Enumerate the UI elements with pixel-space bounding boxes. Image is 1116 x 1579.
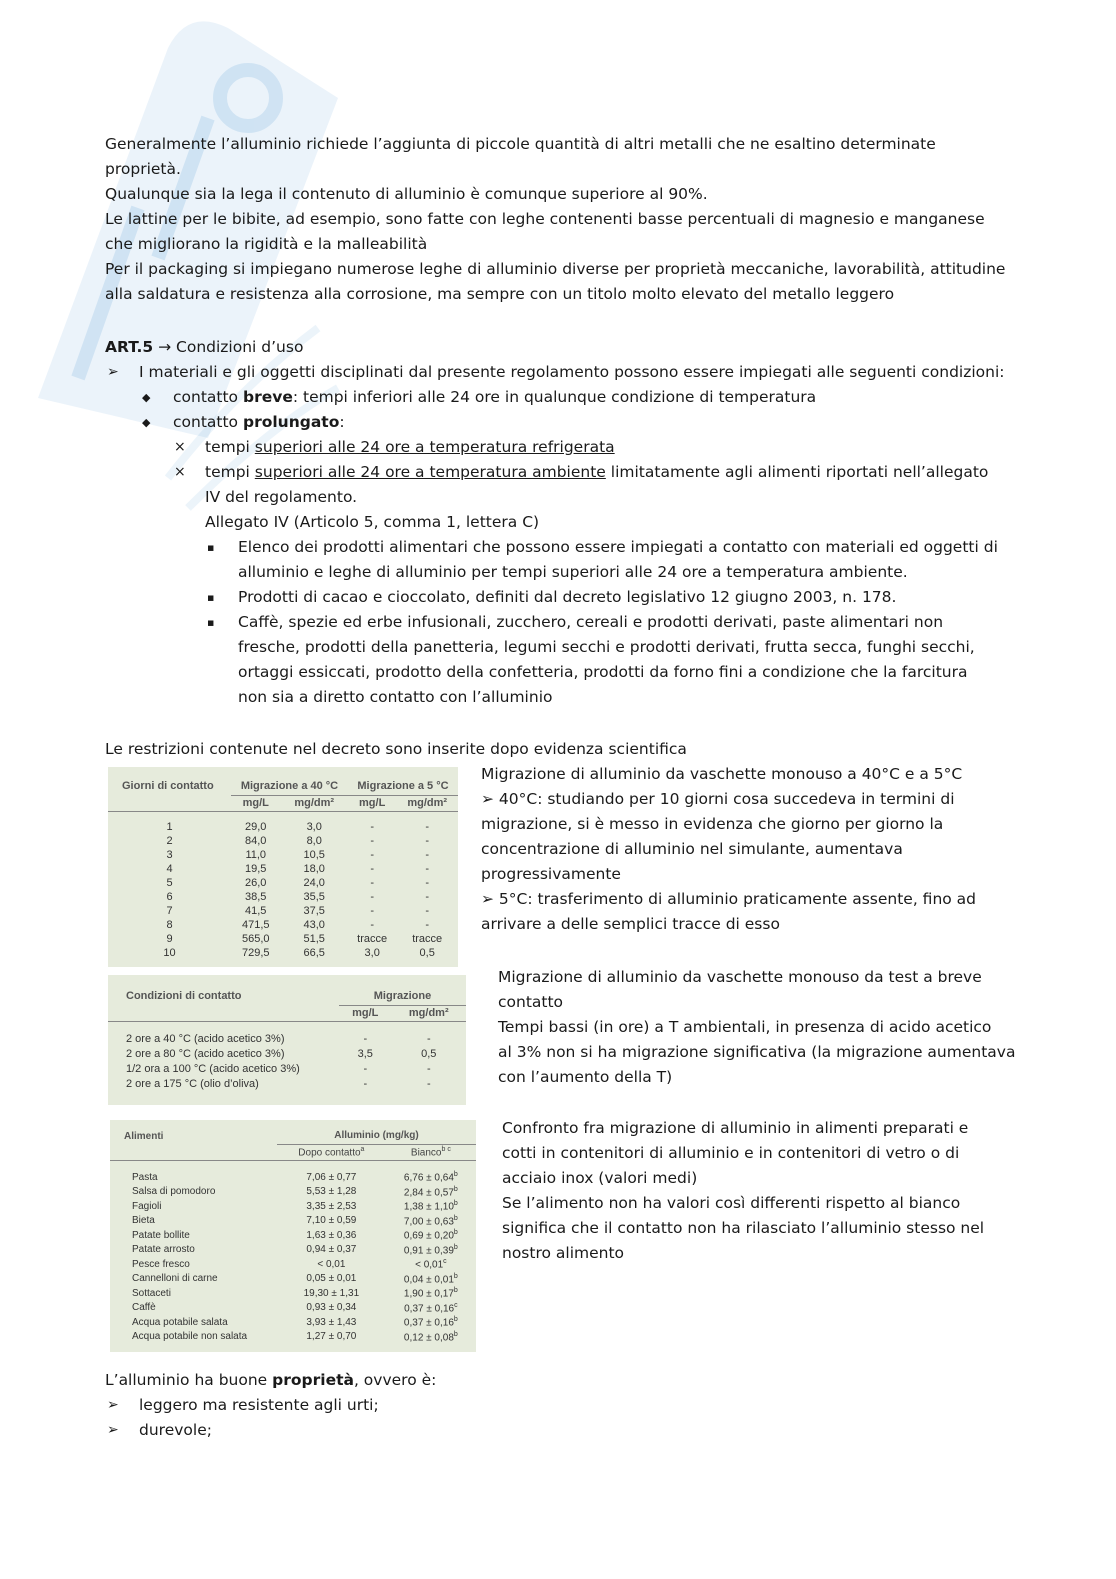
cell-giorno: 5: [166, 877, 173, 889]
th-40: Migrazione a 40 °C: [240, 779, 339, 792]
intro-line-6: Per il packaging si impiegano numerose leghe di alluminio diverse per proprietà meccaniche, lavorabilità, attitudine: [105, 260, 1006, 278]
cell-value: -: [363, 1077, 368, 1090]
cell-value: 0,04 ± 0,01$^b$: [403, 1272, 458, 1285]
allegato-item-3-line-3: ortaggi essiccati, prodotto della confetteria, prodotti da forno fini a condizione che la farcitura: [238, 663, 968, 681]
cell-giorno: 6: [166, 891, 173, 903]
cell-value: 1,27 ± 0,70: [306, 1331, 357, 1343]
table-row: [110, 1170, 476, 1185]
cell-value: 565,0: [241, 933, 270, 945]
cell-footnote: b: [453, 1272, 458, 1280]
cell-value: -: [425, 891, 430, 903]
prol-rest: :: [339, 413, 345, 431]
tempi-refrigerata: [205, 435, 615, 460]
cell-footnote: b: [453, 1200, 458, 1208]
contatto-breve: [173, 385, 816, 410]
allegato-item-3-line-1: Caffè, spezie ed erbe infusionali, zucchero, cereali e prodotti derivati, paste alimentari non: [238, 613, 944, 631]
text3-line-2: cotti in contenitori di alluminio e in contenitori di vetro o di: [502, 1144, 960, 1162]
text2-line-3: Tempi bassi (in ore) a T ambientali, in presenza di acido acetico: [498, 1018, 992, 1036]
cell-value: 3,0: [306, 821, 322, 833]
allegato-heading: Allegato IV (Articolo 5, comma 1, lettera C): [205, 513, 540, 531]
cell-footnote: c: [443, 1258, 447, 1266]
th-5: Migrazione a 5 °C: [357, 779, 449, 792]
cell-value: 0,91 ± 0,39$^b$: [403, 1243, 458, 1256]
cell-value: 5,53 ± 1,28: [306, 1186, 357, 1198]
table-row: [110, 1214, 476, 1229]
th-alluminio: Alluminio (mg/kg): [277, 1128, 476, 1144]
cell-alimento: Caffè: [132, 1302, 156, 1314]
x2-pre: tempi: [205, 463, 255, 481]
intro-line-7: alla saldatura e resistenza alla corrosione, ma sempre con un titolo molto elevato del metallo leggero: [105, 285, 895, 303]
cell-footnote: b: [453, 1185, 458, 1193]
intro-line-5: che migliorano la rigidità e la malleabilità: [105, 235, 428, 253]
arrow-bullet-icon: ➢: [107, 1422, 119, 1438]
table-row: [108, 862, 458, 876]
cell-value: 1,63 ± 0,36: [306, 1229, 357, 1241]
art5-heading: [105, 335, 303, 360]
cell-value: 3,5: [357, 1047, 373, 1060]
cell-value: 3,0: [364, 947, 380, 959]
allegato-item-3-line-2: fresche, prodotti della panetteria, legumi secchi e prodotti derivati, frutta secca, funghi secchi,: [238, 638, 975, 656]
cell-value: -: [425, 919, 430, 931]
square-bullet-icon: ▪: [207, 591, 215, 604]
th-spacer: [108, 795, 231, 811]
allegato-item-1-line-1: Elenco dei prodotti alimentari che possono essere impiegati a contatto con materiali ed oggetti di: [238, 538, 998, 556]
intro-line-4: Le lattine per le bibite, ad esempio, sono fatte con leghe contenenti basse percentuali di magnesio e manganese: [105, 210, 985, 228]
cell-value: 37,5: [303, 905, 325, 917]
cell-footnote: b: [453, 1229, 458, 1237]
allegato-item-3-line-4: non sia a diretto contatto con l’alluminio: [238, 688, 553, 706]
th-bianco: [386, 1144, 476, 1160]
cell-value: 38,5: [245, 891, 267, 903]
table-row: [108, 834, 458, 848]
cell-footnote: b: [453, 1214, 458, 1222]
table-row: [110, 1272, 476, 1287]
cell-alimento: Patate bollite: [132, 1229, 190, 1241]
cell-value: 3,93 ± 1,43: [306, 1316, 357, 1328]
text1-line-7: arrivare a delle semplici tracce di esso: [481, 915, 780, 933]
cell-value: 1,90 ± 0,17$^b$: [403, 1287, 458, 1300]
text2-line-4: al 3% non si ha migrazione significativa (la migrazione aumentava: [498, 1043, 1016, 1061]
x2-underlined: superiori alle 24 ore a temperatura ambiente: [254, 463, 606, 481]
cell-giorno: 1: [166, 821, 173, 833]
th-dopo-sup: a: [360, 1145, 365, 1153]
table-row: [108, 1061, 466, 1076]
cell-alimento: Fagioli: [132, 1200, 162, 1212]
th-giorni: Giorni di contatto: [122, 780, 214, 792]
props-heading: [105, 1368, 436, 1393]
cell-value: 66,5: [303, 947, 325, 959]
cell-footnote: c: [454, 1301, 458, 1309]
th-unit: mg/L: [231, 795, 280, 811]
cell-value: 0,5: [419, 947, 435, 959]
text3-line-4: Se l’alimento non ha valori così differenti rispetto al bianco: [502, 1194, 961, 1212]
cell-value: -: [426, 1032, 431, 1045]
art5-title: Condizioni d’uso: [176, 338, 304, 356]
x1-underlined: superiori alle 24 ore a temperatura refrigerata: [254, 438, 615, 456]
th-bianco-sup: b c: [441, 1145, 451, 1153]
props-pre: L’alluminio ha buone: [105, 1371, 273, 1389]
cell-value: -: [425, 821, 430, 833]
text1-line-1: Migrazione di alluminio da vaschette monouso a 40°C e a 5°C: [481, 765, 963, 783]
cell-giorno: 7: [166, 905, 173, 917]
table-alimenti: [110, 1120, 476, 1352]
allegato-item-1-line-2: alluminio e leghe di alluminio per tempi superiori alle 24 ore a temperatura ambiente.: [238, 563, 908, 581]
table-condizioni-contatto: [108, 975, 466, 1105]
cell-value: 0,5: [421, 1047, 437, 1060]
intro-line-2: proprietà.: [105, 160, 181, 178]
cell-value: 51,5: [303, 933, 325, 945]
cell-value: tracce: [357, 933, 388, 945]
cell-condizione: 2 ore a 40 °C (acido acetico 3%): [126, 1032, 285, 1045]
table-row: [110, 1315, 476, 1330]
cell-giorno: 10: [163, 947, 176, 959]
table-row: [108, 918, 458, 932]
text3-line-1: Confronto fra migrazione di alluminio in alimenti preparati e: [502, 1119, 969, 1137]
th-alimenti: Alimenti: [124, 1130, 164, 1142]
allegato-item-2: Prodotti di cacao e cioccolato, definiti dal decreto legislativo 12 giugno 2003, n. 178.: [238, 588, 897, 606]
cell-value: 0,94 ± 0,37: [306, 1244, 357, 1256]
cell-value: 471,5: [241, 919, 270, 931]
text1-line-5: progressivamente: [481, 865, 621, 883]
th-spacer: [110, 1144, 277, 1160]
th-dopo: [277, 1144, 386, 1160]
cell-value: 18,0: [303, 863, 325, 875]
arrow-bullet-icon: ➢: [107, 364, 119, 380]
cell-value: -: [426, 1077, 431, 1090]
cell-value: 8,0: [306, 835, 322, 847]
cell-giorno: 3: [166, 849, 173, 861]
table-row: [108, 820, 458, 834]
cell-value: 7,00 ± 0,63$^b$: [403, 1214, 458, 1227]
table-row: [110, 1330, 476, 1345]
th-unit: mg/L: [348, 795, 396, 811]
table-row: [108, 1076, 466, 1091]
diamond-bullet-icon: ◆: [142, 416, 151, 429]
table-row: [108, 1046, 466, 1061]
cell-value: < 0,01$^c$: [415, 1258, 447, 1271]
text3-line-6: nostro alimento: [502, 1244, 625, 1262]
table-row: [108, 1031, 466, 1046]
arrow-icon: →: [158, 338, 172, 356]
cell-value: -: [370, 849, 374, 861]
cell-value: 0,37 ± 0,16$^c$: [404, 1301, 458, 1314]
cell-value: 3,35 ± 2,53: [306, 1200, 357, 1212]
props-rest: , ovvero è:: [353, 1371, 437, 1389]
text3-line-5: significa che il contatto non ha rilasciato l’alluminio stesso nel: [502, 1219, 985, 1237]
art5-main: I materiali e gli oggetti disciplinati dal presente regolamento possono essere impiegati alle seguenti condizioni:: [139, 363, 1005, 381]
cell-value: 0,37 ± 0,16$^b$: [403, 1316, 458, 1329]
cell-value: 0,05 ± 0,01: [306, 1273, 357, 1285]
cell-value: 6,76 ± 0,64$^b$: [403, 1171, 458, 1184]
cell-alimento: Pesce fresco: [132, 1258, 190, 1270]
cell-value: 2,84 ± 0,57$^b$: [403, 1185, 458, 1198]
table-row: [110, 1286, 476, 1301]
th-migrazione: Migrazione: [339, 987, 466, 1005]
props-item-2: durevole;: [139, 1421, 212, 1439]
text2-line-5: con l’aumento della T): [498, 1068, 673, 1086]
cell-value: -: [370, 919, 374, 931]
table-row: [108, 904, 458, 918]
cell-giorno: 9: [166, 933, 173, 945]
intro-line-3: Qualunque sia la lega il contenuto di alluminio è comunque superiore al 90%.: [105, 185, 708, 203]
cell-value: 41,5: [245, 905, 267, 917]
th-bianco-label: Bianco: [410, 1147, 442, 1159]
cell-alimento: Acqua potabile non salata: [132, 1331, 248, 1343]
cell-value: 1,38 ± 1,10$^b$: [403, 1200, 458, 1213]
table-row: [108, 848, 458, 862]
cell-alimento: Bieta: [132, 1215, 155, 1227]
cell-value: -: [363, 1062, 368, 1075]
cell-value: -: [370, 891, 374, 903]
text1-line-6: ➢ 5°C: trasferimento di alluminio praticamente assente, fino ad: [481, 890, 977, 908]
cell-value: -: [425, 863, 430, 875]
table-row: [110, 1185, 476, 1200]
restrizioni-text: Le restrizioni contenute nel decreto sono inserite dopo evidenza scientifica: [105, 740, 687, 758]
cell-value: 729,5: [241, 947, 270, 959]
text1-line-2: ➢ 40°C: studiando per 10 giorni cosa succedeva in termini di: [481, 790, 955, 808]
cell-value: 19,30 ± 1,31: [303, 1287, 360, 1299]
diamond-bullet-icon: ◆: [142, 391, 151, 404]
cell-footnote: b: [453, 1330, 458, 1338]
cell-value: < 0,01: [317, 1258, 346, 1270]
x1-pre: tempi: [205, 438, 255, 456]
cell-footnote: b: [453, 1287, 458, 1295]
cell-value: 0,12 ± 0,08$^b$: [403, 1330, 458, 1343]
cell-value: -: [370, 821, 374, 833]
cell-value: 7,06 ± 0,77: [306, 1171, 357, 1183]
th-unit: mg/dm²: [396, 795, 458, 811]
breve-rest: : tempi inferiori alle 24 ore in qualunque condizione di temperatura: [292, 388, 817, 406]
cell-alimento: Acqua potabile salata: [132, 1316, 228, 1328]
cell-condizione: 2 ore a 175 °C (olio d’oliva): [126, 1077, 259, 1090]
cell-value: 0,69 ± 0,20$^b$: [403, 1229, 458, 1242]
tempi-ambiente-line-2: IV del regolamento.: [205, 488, 358, 506]
cell-value: 29,0: [245, 821, 267, 833]
table-row: [110, 1243, 476, 1258]
cell-value: 26,0: [245, 877, 267, 889]
cell-value: -: [425, 849, 430, 861]
prol-pre: contatto: [173, 413, 243, 431]
cell-value: 7,10 ± 0,59: [306, 1215, 357, 1227]
cell-value: 35,5: [303, 891, 325, 903]
cell-footnote: b: [453, 1171, 458, 1179]
table-row: [110, 1199, 476, 1214]
square-bullet-icon: ▪: [207, 541, 215, 554]
table-migrazione-giorni: [108, 767, 458, 967]
arrow-bullet-icon: ➢: [107, 1397, 119, 1413]
cell-value: -: [425, 905, 430, 917]
cell-value: -: [425, 835, 430, 847]
table-row: [108, 932, 458, 946]
x2-rest: limitatamente agli alimenti riportati nell’allegato: [605, 463, 989, 481]
th-dopo-label: Dopo contatto: [298, 1147, 361, 1159]
cell-value: 0,93 ± 0,34: [306, 1302, 357, 1314]
cell-value: -: [370, 835, 374, 847]
th-spacer: [108, 1005, 339, 1021]
cell-giorno: 8: [166, 919, 173, 931]
table-row: [110, 1301, 476, 1316]
cell-value: -: [363, 1032, 368, 1045]
x-bullet-icon: ×: [174, 439, 186, 455]
cell-value: -: [370, 905, 374, 917]
table-row: [108, 946, 458, 960]
cell-giorno: 4: [166, 863, 173, 875]
square-bullet-icon: ▪: [207, 616, 215, 629]
cell-footnote: b: [453, 1243, 458, 1251]
cell-value: 19,5: [245, 863, 267, 875]
breve-bold: breve: [242, 388, 293, 406]
props-bold: proprietà: [272, 1371, 354, 1389]
cell-giorno: 2: [166, 835, 173, 847]
cell-alimento: Salsa di pomodoro: [132, 1186, 216, 1198]
cell-value: -: [425, 877, 430, 889]
breve-pre: contatto: [173, 388, 243, 406]
cell-value: 24,0: [303, 877, 325, 889]
cell-alimento: Sottaceti: [132, 1287, 171, 1299]
table-row: [110, 1228, 476, 1243]
cell-value: -: [370, 877, 374, 889]
table-row: [110, 1257, 476, 1272]
th-unit: mg/dm²: [392, 1005, 466, 1021]
art5-label: ART.5: [105, 338, 154, 356]
cell-value: -: [426, 1062, 431, 1075]
cell-footnote: b: [453, 1316, 458, 1324]
cell-alimento: Patate arrosto: [132, 1244, 195, 1256]
text1-line-3: migrazione, si è messo in evidenza che giorno per giorno la: [481, 815, 944, 833]
text3-line-3: acciaio inox (valori medi): [502, 1169, 698, 1187]
cell-value: 11,0: [245, 849, 267, 861]
contatto-prolungato: [173, 410, 345, 435]
cell-value: 84,0: [245, 835, 267, 847]
cell-condizione: 1/2 ora a 100 °C (acido acetico 3%): [126, 1062, 300, 1075]
props-item-1: leggero ma resistente agli urti;: [139, 1396, 379, 1414]
x-bullet-icon: ×: [174, 464, 186, 480]
text2-line-2: contatto: [498, 993, 564, 1011]
th-unit: mg/dm²: [280, 795, 347, 811]
cell-value: tracce: [412, 933, 443, 945]
cell-value: -: [370, 863, 374, 875]
table-row: [108, 890, 458, 904]
text1-line-4: concentrazione di alluminio nel simulante, aumentava: [481, 840, 903, 858]
th-condizioni: Condizioni di contatto: [126, 990, 242, 1002]
text2-line-1: Migrazione di alluminio da vaschette monouso da test a breve: [498, 968, 982, 986]
cell-value: 43,0: [303, 919, 325, 931]
cell-condizione: 2 ore a 80 °C (acido acetico 3%): [126, 1047, 285, 1060]
cell-value: 10,5: [303, 849, 325, 861]
th-unit: mg/L: [339, 1005, 392, 1021]
cell-alimento: Pasta: [132, 1171, 158, 1183]
prol-bold: prolungato: [242, 413, 340, 431]
table-row: [108, 876, 458, 890]
intro-line-1: Generalmente l’alluminio richiede l’aggiunta di piccole quantità di altri metalli che ne esaltino determinate: [105, 135, 936, 153]
cell-alimento: Cannelloni di carne: [132, 1273, 218, 1285]
tempi-ambiente: [205, 460, 988, 485]
